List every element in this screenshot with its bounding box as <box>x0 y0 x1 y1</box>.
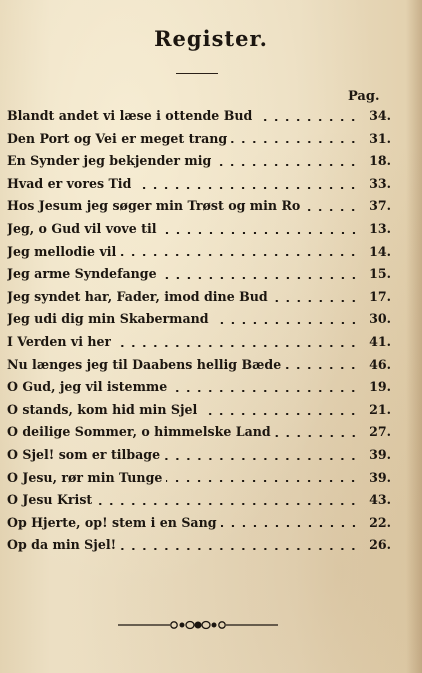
entry-title: Blandt andet vi læse i ottende Bud <box>7 108 253 123</box>
dot-leader <box>161 277 359 279</box>
dot-leader <box>120 548 359 550</box>
index-entry <box>7 354 391 377</box>
entry-page-number: 18. <box>369 153 391 169</box>
entry-page-number: 15. <box>369 266 391 282</box>
entry-title: Jeg arme Syndefange <box>7 266 157 282</box>
entry-title: I Verden vi her <box>7 333 112 349</box>
dot-leader <box>275 435 359 437</box>
index-entry <box>7 467 391 490</box>
dot-leader <box>215 164 359 166</box>
entry-page-number: 22. <box>369 514 391 530</box>
dot-leader <box>285 367 359 369</box>
entry-page-number: 26. <box>369 537 391 553</box>
entry-title: Jeg, o Gud vil vove til <box>7 220 157 236</box>
dot-leader <box>213 322 359 324</box>
index-entry <box>7 534 391 557</box>
dot-leader <box>135 187 359 189</box>
entry-page-number: 37. <box>369 198 391 214</box>
dot-leader <box>256 119 359 121</box>
page-title: Register. <box>154 26 268 51</box>
entry-title: Jeg mellodie vil <box>7 243 117 259</box>
entry-page-number: 17. <box>369 288 391 304</box>
entry-title: O Jesu, rør min Tunge <box>7 469 163 485</box>
entry-title: Jeg syndet har, Fader, imod dine Bud <box>7 288 268 304</box>
index-entry <box>7 218 391 241</box>
entry-title: O Sjel! som er tilbage <box>7 446 161 462</box>
index-entry <box>7 286 391 309</box>
index-entry <box>7 128 391 151</box>
title-rule <box>176 73 218 74</box>
entry-title: O deilige Sommer, o himmelske Land <box>7 424 271 440</box>
index-entry <box>7 263 391 286</box>
dot-leader <box>231 141 359 143</box>
entry-title: Hos Jesum jeg søger min Trøst og min Ro <box>7 198 301 214</box>
entry-page-number: 41. <box>369 333 391 349</box>
dot-leader <box>115 345 359 347</box>
index-entry <box>7 241 391 264</box>
dot-leader <box>221 525 359 527</box>
index-entry <box>7 512 391 535</box>
entry-page-number: 14. <box>369 243 391 259</box>
entry-title: O stands, kom hid min Sjel <box>7 401 198 417</box>
entry-page-number: 31. <box>369 130 391 146</box>
entry-title: Nu længes jeg til Daabens hellig Bæde <box>7 356 282 372</box>
entry-title: Jeg udi dig min Skabermand <box>7 311 209 327</box>
index-entry <box>7 195 391 218</box>
dot-leader <box>272 300 359 302</box>
entry-title: O Gud, jeg vil istemme <box>7 379 168 395</box>
index-entry <box>7 105 391 128</box>
entry-page-number: 27. <box>369 424 391 440</box>
dot-leader <box>161 232 359 234</box>
index-entry <box>7 331 391 354</box>
entry-page-number: 19. <box>369 379 391 395</box>
entry-title: Op Hjerte, op! stem i en Sang <box>7 514 217 530</box>
scroll-ornament-icon <box>118 617 278 633</box>
entry-title: Hvad er vores Tid <box>7 175 132 191</box>
dot-leader <box>304 209 359 211</box>
page-spine-shadow <box>406 0 422 673</box>
index-entry <box>7 444 391 467</box>
page-column-header: Pag. <box>348 89 380 104</box>
entry-page-number: 43. <box>369 492 391 508</box>
index-entry <box>7 173 391 196</box>
index-entry <box>7 399 391 422</box>
dot-leader <box>164 458 359 460</box>
entry-page-number: 21. <box>369 401 391 417</box>
entry-page-number: 39. <box>369 446 391 462</box>
index-entry <box>7 421 391 444</box>
entry-title: O Jesu Krist <box>7 492 93 508</box>
entry-page-number: 46. <box>369 356 391 372</box>
index-entry <box>7 150 391 173</box>
entry-page-number: 39. <box>369 469 391 485</box>
entry-page-number: 33. <box>369 175 391 191</box>
entry-title: Op da min Sjel! <box>7 537 117 553</box>
dot-leader <box>96 503 359 505</box>
index-entry <box>7 489 391 512</box>
entry-page-number: 13. <box>369 220 391 236</box>
entry-page-number: 34. <box>369 108 391 123</box>
dot-leader <box>120 254 359 256</box>
index-entry <box>7 308 391 331</box>
entry-page-number: 30. <box>369 311 391 327</box>
dot-leader <box>171 390 359 392</box>
index-entry <box>7 376 391 399</box>
entry-title: Den Port og Vei er meget trang <box>7 130 228 146</box>
entry-title: En Synder jeg bekjender mig <box>7 153 212 169</box>
index-entries-list <box>7 105 391 557</box>
dot-leader <box>166 480 359 482</box>
dot-leader <box>201 413 359 415</box>
